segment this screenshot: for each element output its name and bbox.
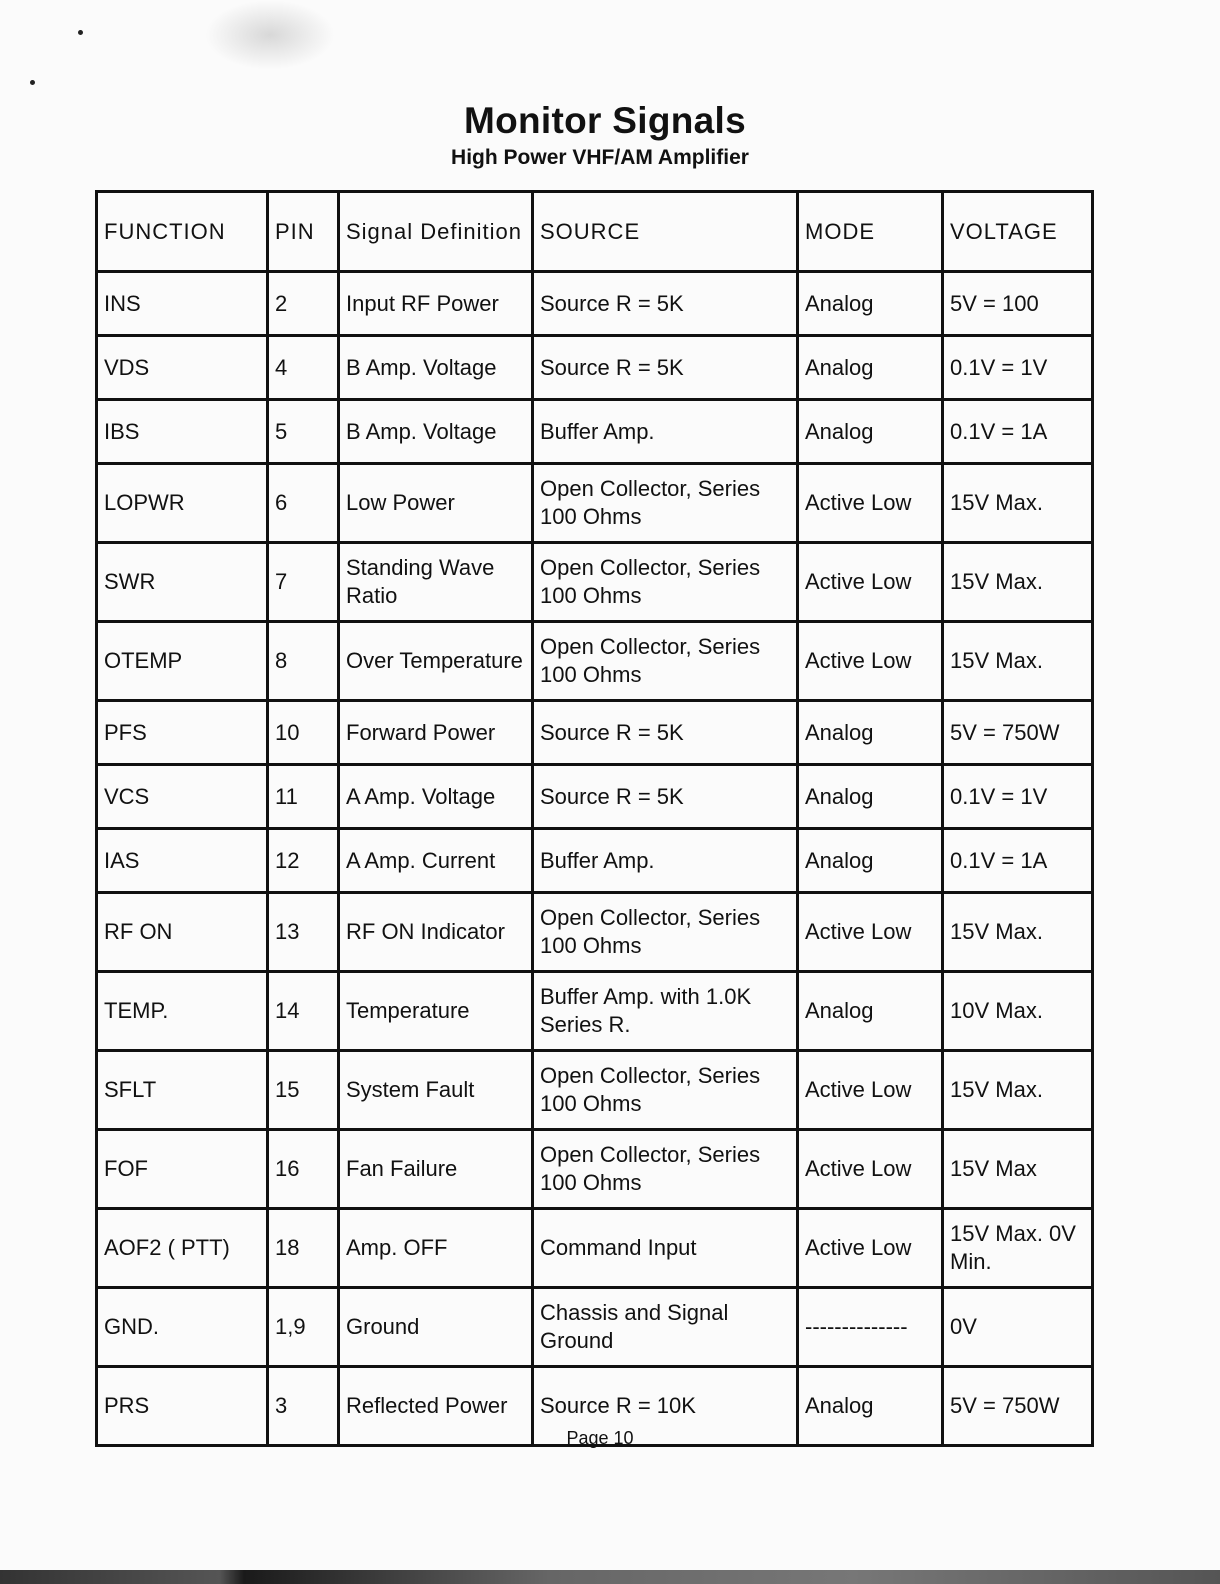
cell-voltage: 0.1V = 1V — [943, 765, 1093, 829]
cell-pin: 4 — [268, 336, 339, 400]
cell-voltage: 15V Max. — [943, 464, 1093, 543]
cell-voltage: 15V Max. — [943, 622, 1093, 701]
cell-voltage: 15V Max. — [943, 1051, 1093, 1130]
table-row — [97, 336, 1093, 400]
cell-pin: 15 — [268, 1051, 339, 1130]
table-row — [97, 272, 1093, 336]
page-title: Monitor Signals — [464, 100, 746, 141]
table-row — [97, 1209, 1093, 1288]
header-source: SOURCE — [533, 192, 798, 272]
table-row — [97, 1051, 1093, 1130]
cell-voltage: 0.1V = 1V — [943, 336, 1093, 400]
cell-voltage: 5V = 750W — [943, 1367, 1093, 1446]
table-row — [97, 701, 1093, 765]
cell-function: TEMP. — [97, 972, 268, 1051]
cell-signal-definition: Reflected Power — [339, 1367, 533, 1446]
cell-function: IBS — [97, 400, 268, 464]
cell-function: LOPWR — [97, 464, 268, 543]
cell-signal-definition: Low Power — [339, 464, 533, 543]
cell-mode: Analog — [798, 972, 943, 1051]
cell-source: Source R = 5K — [533, 701, 798, 765]
cell-source: Open Collector, Series 100 Ohms — [533, 622, 798, 701]
cell-function: RF ON — [97, 893, 268, 972]
cell-source: Open Collector, Series 100 Ohms — [533, 464, 798, 543]
cell-signal-definition: Over Temperature — [339, 622, 533, 701]
cell-function: PRS — [97, 1367, 268, 1446]
table-row — [97, 972, 1093, 1051]
cell-pin: 3 — [268, 1367, 339, 1446]
table-row — [97, 1130, 1093, 1209]
cell-mode: Active Low — [798, 1051, 943, 1130]
cell-mode: Active Low — [798, 1130, 943, 1209]
cell-source: Open Collector, Series 100 Ohms — [533, 893, 798, 972]
cell-mode: Analog — [798, 336, 943, 400]
cell-function: PFS — [97, 701, 268, 765]
cell-mode: -------------- — [798, 1288, 943, 1367]
cell-pin: 18 — [268, 1209, 339, 1288]
cell-signal-definition: B Amp. Voltage — [339, 336, 533, 400]
cell-source: Source R = 5K — [533, 272, 798, 336]
table-row — [97, 765, 1093, 829]
cell-mode: Analog — [798, 765, 943, 829]
table-row — [97, 1288, 1093, 1367]
cell-mode: Active Low — [798, 543, 943, 622]
cell-signal-definition: B Amp. Voltage — [339, 400, 533, 464]
cell-voltage: 5V = 100 — [943, 272, 1093, 336]
cell-voltage: 10V Max. — [943, 972, 1093, 1051]
cell-mode: Analog — [798, 701, 943, 765]
cell-function: AOF2 ( PTT) — [97, 1209, 268, 1288]
header-pin: PIN — [268, 192, 339, 272]
cell-source: Buffer Amp. — [533, 829, 798, 893]
table-header-row — [97, 192, 1093, 272]
page-subtitle: High Power VHF/AM Amplifier — [451, 146, 749, 169]
scan-edge-strip — [0, 1570, 1220, 1584]
table-row — [97, 829, 1093, 893]
cell-signal-definition: Temperature — [339, 972, 533, 1051]
page-number: Page 10 — [566, 1428, 634, 1448]
header-voltage: VOLTAGE — [943, 192, 1093, 272]
cell-pin: 16 — [268, 1130, 339, 1209]
cell-pin: 6 — [268, 464, 339, 543]
cell-pin: 11 — [268, 765, 339, 829]
cell-signal-definition: RF ON Indicator — [339, 893, 533, 972]
header-mode: MODE — [798, 192, 943, 272]
cell-mode: Active Low — [798, 464, 943, 543]
cell-voltage: 0V — [943, 1288, 1093, 1367]
cell-signal-definition: Fan Failure — [339, 1130, 533, 1209]
cell-mode: Analog — [798, 272, 943, 336]
cell-signal-definition: Amp. OFF — [339, 1209, 533, 1288]
cell-function: FOF — [97, 1130, 268, 1209]
cell-function: VDS — [97, 336, 268, 400]
cell-source: Open Collector, Series 100 Ohms — [533, 1130, 798, 1209]
cell-source: Chassis and Signal Ground — [533, 1288, 798, 1367]
cell-function: SWR — [97, 543, 268, 622]
cell-pin: 5 — [268, 400, 339, 464]
cell-pin: 10 — [268, 701, 339, 765]
cell-source: Source R = 10K — [533, 1367, 798, 1446]
cell-voltage: 0.1V = 1A — [943, 400, 1093, 464]
cell-mode: Analog — [798, 1367, 943, 1446]
cell-mode: Analog — [798, 829, 943, 893]
cell-voltage: 15V Max — [943, 1130, 1093, 1209]
cell-signal-definition: Standing Wave Ratio — [339, 543, 533, 622]
cell-signal-definition: System Fault — [339, 1051, 533, 1130]
cell-signal-definition: Forward Power — [339, 701, 533, 765]
header-function: FUNCTION — [97, 192, 268, 272]
cell-voltage: 15V Max. 0V Min. — [943, 1209, 1093, 1288]
cell-source: Open Collector, Series 100 Ohms — [533, 1051, 798, 1130]
monitor-signals-table — [95, 190, 1094, 1447]
cell-voltage: 5V = 750W — [943, 701, 1093, 765]
cell-mode: Active Low — [798, 893, 943, 972]
cell-function: GND. — [97, 1288, 268, 1367]
cell-signal-definition: Ground — [339, 1288, 533, 1367]
cell-source: Source R = 5K — [533, 765, 798, 829]
scan-smudge — [205, 0, 335, 70]
table-row — [97, 893, 1093, 972]
cell-pin: 13 — [268, 893, 339, 972]
scan-speck — [78, 30, 83, 35]
cell-source: Buffer Amp. — [533, 400, 798, 464]
cell-pin: 12 — [268, 829, 339, 893]
scan-speck — [30, 80, 35, 85]
table-row — [97, 400, 1093, 464]
cell-pin: 2 — [268, 272, 339, 336]
cell-source: Buffer Amp. with 1.0K Series R. — [533, 972, 798, 1051]
table-row — [97, 464, 1093, 543]
cell-mode: Active Low — [798, 622, 943, 701]
table-row — [97, 622, 1093, 701]
cell-voltage: 15V Max. — [943, 543, 1093, 622]
cell-pin: 8 — [268, 622, 339, 701]
cell-voltage: 0.1V = 1A — [943, 829, 1093, 893]
cell-function: IAS — [97, 829, 268, 893]
header-signal-definition: Signal Definition — [339, 192, 533, 272]
cell-source: Source R = 5K — [533, 336, 798, 400]
cell-function: INS — [97, 272, 268, 336]
cell-signal-definition: A Amp. Current — [339, 829, 533, 893]
cell-mode: Analog — [798, 400, 943, 464]
cell-function: OTEMP — [97, 622, 268, 701]
cell-signal-definition: A Amp. Voltage — [339, 765, 533, 829]
cell-pin: 14 — [268, 972, 339, 1051]
cell-voltage: 15V Max. — [943, 893, 1093, 972]
cell-pin: 1,9 — [268, 1288, 339, 1367]
cell-pin: 7 — [268, 543, 339, 622]
cell-mode: Active Low — [798, 1209, 943, 1288]
table-row — [97, 543, 1093, 622]
cell-function: SFLT — [97, 1051, 268, 1130]
cell-source: Open Collector, Series 100 Ohms — [533, 543, 798, 622]
cell-signal-definition: Input RF Power — [339, 272, 533, 336]
cell-source: Command Input — [533, 1209, 798, 1288]
cell-function: VCS — [97, 765, 268, 829]
